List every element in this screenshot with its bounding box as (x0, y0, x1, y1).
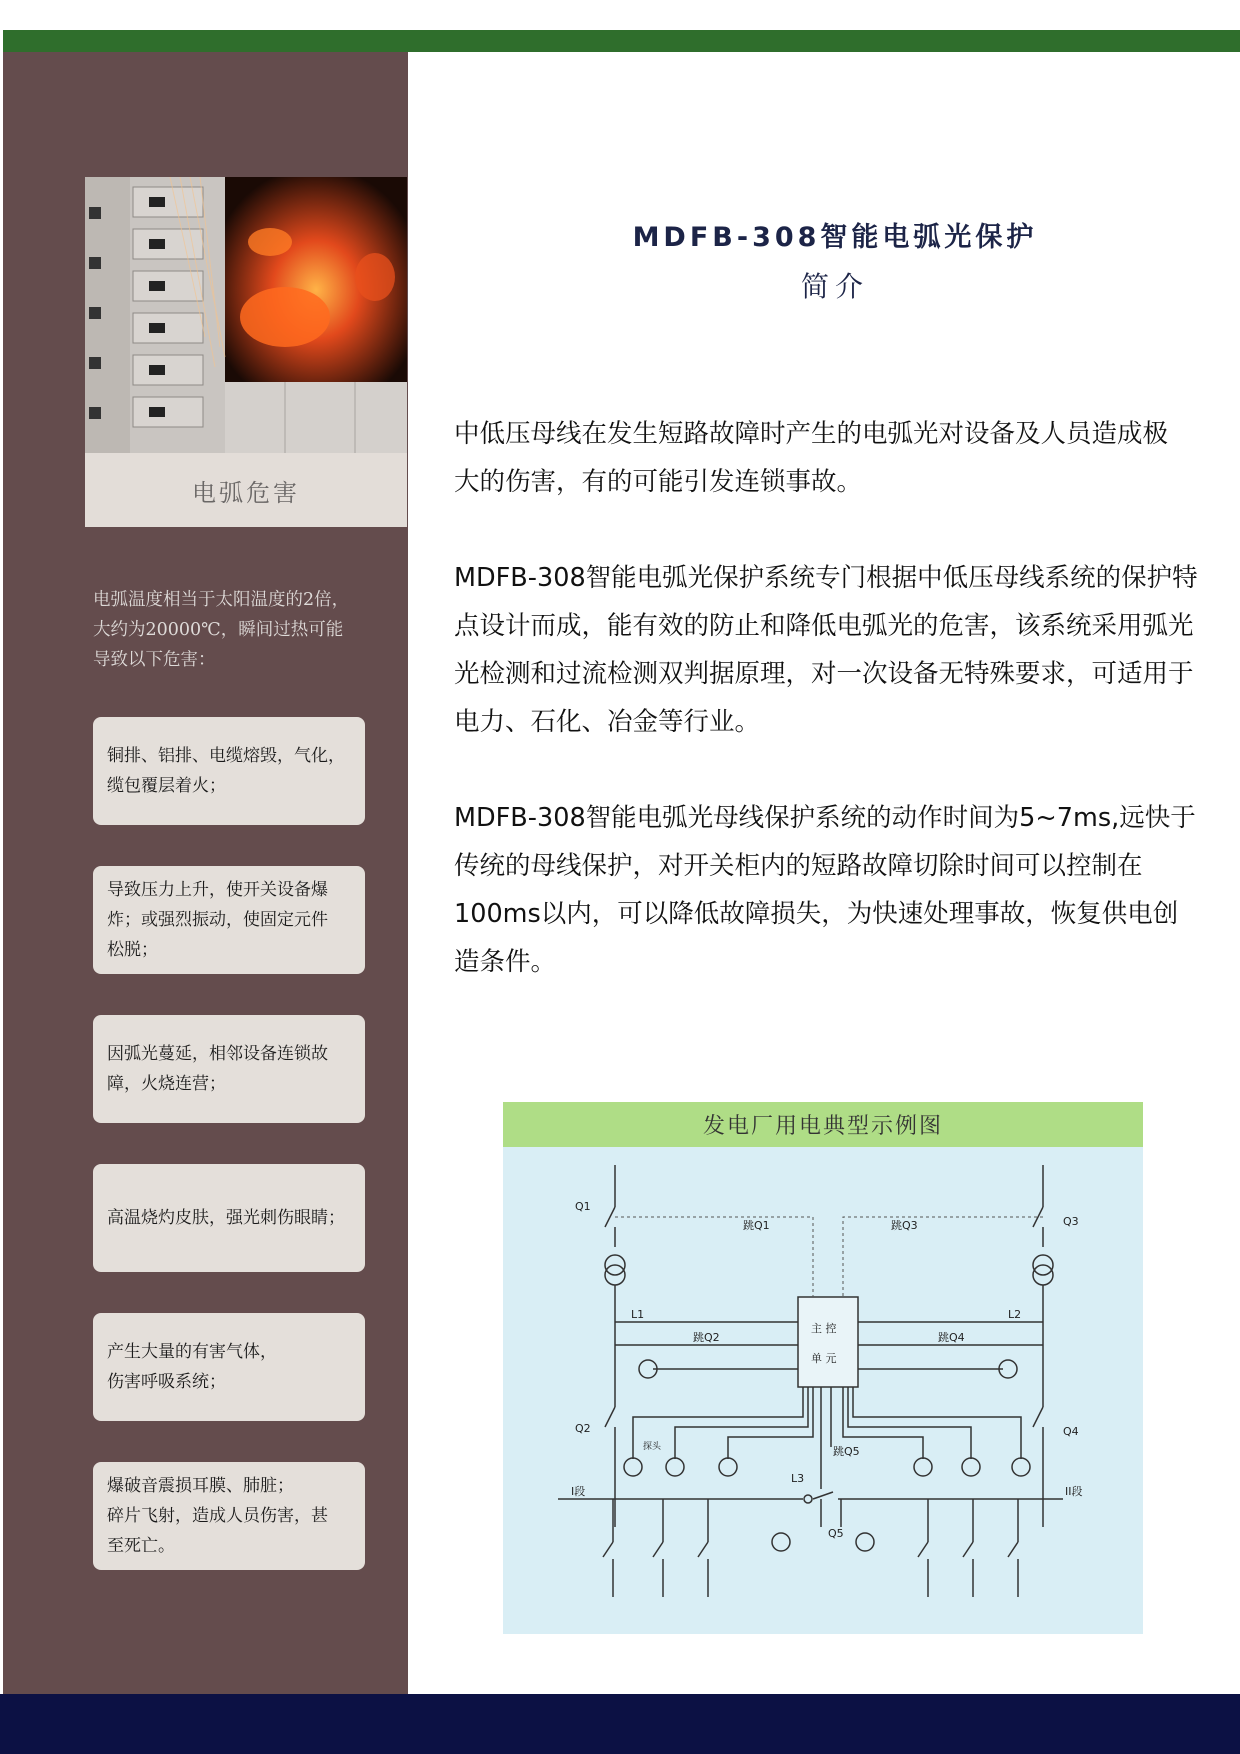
hazard-line: 炸；或强烈振动，使固定元件 (107, 910, 328, 930)
paragraph-line: 电力、石化、冶金等行业。 (454, 707, 761, 737)
label-trip-q1: 跳Q1 (743, 1219, 770, 1232)
label-l2: L2 (1008, 1308, 1022, 1321)
label-q5: Q5 (828, 1527, 844, 1540)
paragraph-line: 点设计而成，能有效的防止和降低电弧光的危害，该系统采用弧光 (454, 611, 1194, 641)
hazard-line: 因弧光蔓延，相邻设备连锁故 (107, 1044, 328, 1064)
label-q2: Q2 (575, 1422, 591, 1435)
label-trip-q4: 跳Q4 (938, 1331, 965, 1344)
hazard-line: 松脱； (107, 940, 158, 960)
hazard-card-4 (93, 1164, 365, 1272)
top-accent-bar (3, 30, 1240, 52)
paragraph-line: 100ms以内，可以降低故障损失，为快速处理事故，恢复供电创 (454, 899, 1179, 929)
hazard-line: 铜排、铝排、电缆熔毁，气化， (107, 746, 345, 766)
label-q3: Q3 (1063, 1215, 1079, 1228)
intro-paragraph-3 (454, 794, 1224, 986)
hazard-card-3 (93, 1015, 365, 1123)
page-title: MDFB-308智能电弧光保护 (632, 222, 1038, 253)
label-main-unit-1: 主 控 (811, 1322, 837, 1335)
label-bus-2: II段 (1065, 1485, 1083, 1498)
hazard-card-2 (93, 866, 365, 974)
hazard-line: 产生大量的有害气体， (107, 1342, 277, 1362)
label-bus-1: I段 (571, 1485, 586, 1498)
label-trip-q2: 跳Q2 (693, 1331, 720, 1344)
paragraph-line: 传统的母线保护，对开关柜内的短路故障切除时间可以控制在 (454, 851, 1143, 881)
power-plant-diagram (503, 1102, 1143, 1634)
photo-caption: 电弧危害 (85, 453, 407, 527)
paragraph-line: 大的伤害，有的可能引发连锁事故。 (454, 467, 863, 497)
intro-line: 导致以下危害： (93, 650, 216, 670)
label-l1: L1 (631, 1308, 645, 1321)
label-trip-q3: 跳Q3 (891, 1219, 918, 1232)
hazard-card-1 (93, 717, 365, 825)
label-q4: Q4 (1063, 1425, 1079, 1438)
arc-temperature-intro (93, 585, 398, 675)
arc-hazard-photo (85, 177, 407, 453)
hazard-card-5 (93, 1313, 365, 1421)
intro-paragraph-2 (454, 554, 1224, 746)
bottom-accent-bar (0, 1694, 1240, 1754)
label-q1: Q1 (575, 1200, 591, 1213)
hazard-line: 缆包覆层着火； (107, 776, 226, 796)
hazard-line: 至死亡。 (107, 1536, 175, 1556)
intro-line: 电弧温度相当于太阳温度的2倍， (93, 590, 350, 610)
hazard-line: 障，火烧连营； (107, 1074, 226, 1094)
intro-line: 大约为20000℃，瞬间过热可能 (93, 620, 344, 640)
label-l3: L3 (791, 1472, 805, 1485)
page-subtitle: 简介 (800, 270, 869, 303)
hazard-card-6 (93, 1462, 365, 1570)
paragraph-line: MDFB-308智能电弧光保护系统专门根据中低压母线系统的保护特 (454, 563, 1198, 593)
hazard-line: 高温烧灼皮肤，强光刺伤眼睛； (107, 1208, 345, 1228)
intro-paragraph-1 (454, 410, 1224, 506)
paragraph-line: 光检测和过流检测双判据原理，对一次设备无特殊要求，可适用于 (454, 659, 1194, 689)
paragraph-line: MDFB-308智能电弧光母线保护系统的动作时间为5~7ms,远快于 (454, 803, 1196, 833)
diagram-schematic (503, 1147, 1143, 1634)
label-sensor: 探头 (643, 1442, 662, 1452)
diagram-title: 发电厂用电典型示例图 (503, 1102, 1143, 1147)
hazard-line: 导致压力上升，使开关设备爆 (107, 880, 328, 900)
hazard-line: 爆破音震损耳膜、肺脏； (107, 1476, 294, 1496)
hazard-line: 伤害呼吸系统； (107, 1372, 226, 1392)
paragraph-line: 造条件。 (454, 947, 557, 977)
paragraph-line: 中低压母线在发生短路故障时产生的电弧光对设备及人员造成极 (454, 419, 1169, 449)
hazard-line: 碎片飞射，造成人员伤害，甚 (107, 1506, 328, 1526)
label-main-unit-2: 单 元 (811, 1352, 837, 1365)
label-trip-q5: 跳Q5 (833, 1445, 860, 1458)
